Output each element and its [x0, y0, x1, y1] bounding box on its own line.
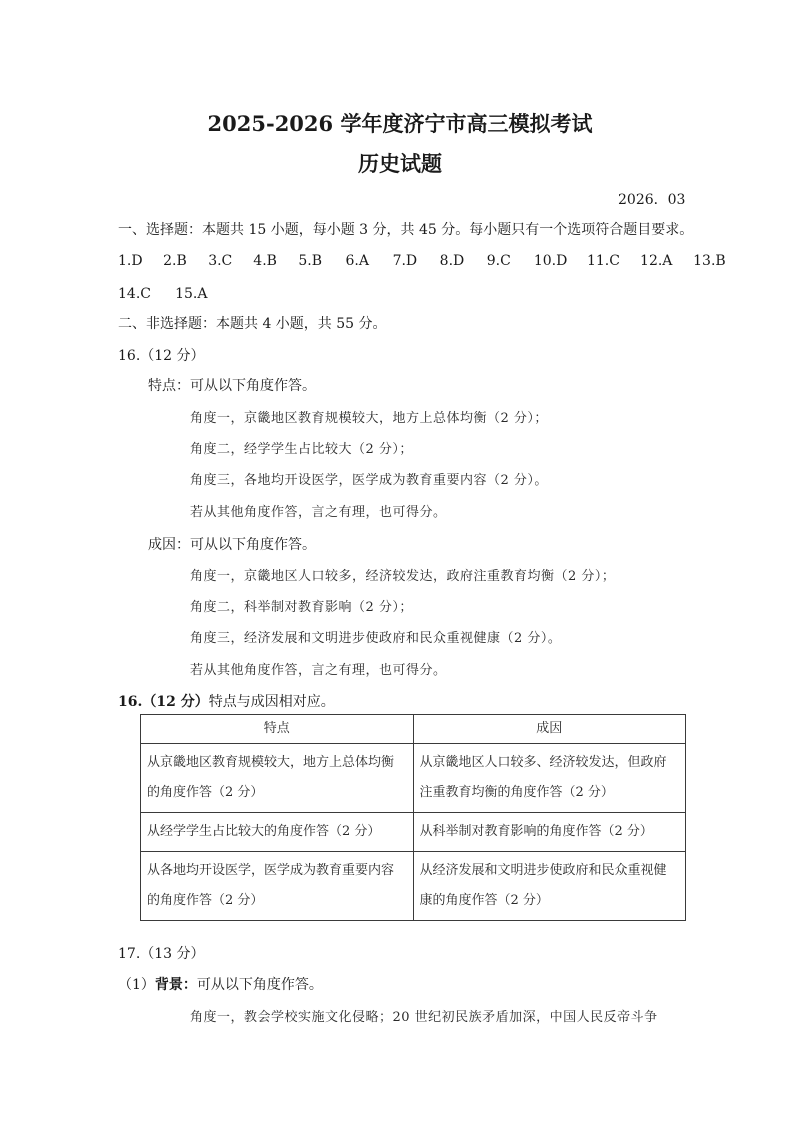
- table-row: [141, 852, 686, 921]
- q16-cause-3: 角度三，经济发展和文明进步使政府和民众重视健康（2 分）。: [190, 631, 562, 646]
- answer-item: 1.D: [118, 253, 143, 269]
- answer-item: 15.A: [175, 286, 208, 302]
- answer-item: 2.B: [163, 253, 187, 269]
- q17-part1-rest: 可从以下角度作答。: [196, 977, 323, 993]
- q17-part1: [118, 975, 323, 995]
- answer-item: 5.B: [298, 253, 323, 269]
- page-title: 2025-2026 学年度济宁市高三模拟考试: [207, 111, 593, 136]
- q17-part1-prefix: （1）: [118, 977, 155, 993]
- answer-row-2: [118, 283, 227, 302]
- q16b-label: 16.（12 分）: [118, 694, 209, 710]
- features-causes-table: [140, 714, 686, 921]
- q16-feature-1: 角度一，京畿地区教育规模较大，地方上总体均衡（2 分）；: [190, 411, 548, 426]
- table-header-cell: 特点: [141, 715, 414, 744]
- answer-item: 8.D: [439, 253, 465, 269]
- table-cell: 从京畿地区教育规模较大，地方上总体均衡的角度作答（2 分）: [141, 744, 414, 813]
- answer-item: 4.B: [253, 253, 277, 269]
- answer-item: 9.C: [486, 253, 511, 269]
- table-cell: 从科举制对教育影响的角度作答（2 分）: [413, 813, 686, 852]
- answer-item: 7.D: [392, 253, 418, 269]
- section2-heading: 二、非选择题：本题共 4 小题，共 55 分。: [118, 316, 387, 332]
- table-cell: 从经济发展和文明进步使政府和民众重视健康的角度作答（2 分）: [413, 852, 686, 921]
- exam-date: 2026．03: [618, 192, 686, 208]
- answer-item: 14.C: [118, 286, 151, 302]
- table-header-row: [141, 715, 686, 744]
- q16-feature-2: 角度二，经学学生占比较大（2 分）；: [190, 442, 413, 457]
- answer-item: 11.C: [586, 253, 620, 269]
- answer-item: 10.D: [533, 253, 568, 269]
- answer-item: 6.A: [345, 253, 369, 269]
- q16b-heading: [118, 692, 335, 712]
- answer-row-1: [118, 250, 741, 269]
- q16-cause-1: 角度一，京畿地区人口较多，经济较发达，政府注重教育均衡（2 分）；: [190, 569, 616, 584]
- page-subtitle: 历史试题: [358, 151, 442, 176]
- q16-features-heading: 特点：可从以下角度作答。: [148, 378, 316, 394]
- q16-feature-3: 角度三，各地均开设医学，医学成为教育重要内容（2 分）。: [190, 473, 548, 488]
- answer-item: 12.A: [640, 253, 673, 269]
- table-row: [141, 744, 686, 813]
- q17-angle-1: 角度一，教会学校实施文化侵略；20 世纪初民族矛盾加深，中国人民反帝斗争: [190, 1010, 658, 1025]
- q16-cause-2: 角度二，科举制对教育影响（2 分）；: [190, 600, 413, 615]
- table-header-cell: 成因: [413, 715, 686, 744]
- section1-heading: 一、选择题：本题共 15 小题，每小题 3 分，共 45 分。每小题只有一个选项符合题目要求。: [118, 222, 694, 238]
- table-cell: 从经学学生占比较大的角度作答（2 分）: [141, 813, 414, 852]
- answer-item: 13.B: [693, 253, 726, 269]
- answer-item: 3.C: [208, 253, 233, 269]
- q16b-label-suffix: 特点与成因相对应。: [208, 694, 335, 710]
- q16-features-note: 若从其他角度作答，言之有理，也可得分。: [190, 505, 447, 520]
- q17-part1-bold: 背景：: [154, 977, 197, 993]
- q17-label: 17.（13 分）: [118, 946, 205, 962]
- q16-causes-heading: 成因：可从以下角度作答。: [148, 537, 316, 553]
- q16-label: 16.（12 分）: [118, 348, 205, 364]
- table-cell: 从京畿地区人口较多、经济较发达，但政府注重教育均衡的角度作答（2 分）: [413, 744, 686, 813]
- table-row: [141, 813, 686, 852]
- q16-causes-note: 若从其他角度作答，言之有理，也可得分。: [190, 663, 447, 678]
- table-cell: 从各地均开设医学，医学成为教育重要内容的角度作答（2 分）: [141, 852, 414, 921]
